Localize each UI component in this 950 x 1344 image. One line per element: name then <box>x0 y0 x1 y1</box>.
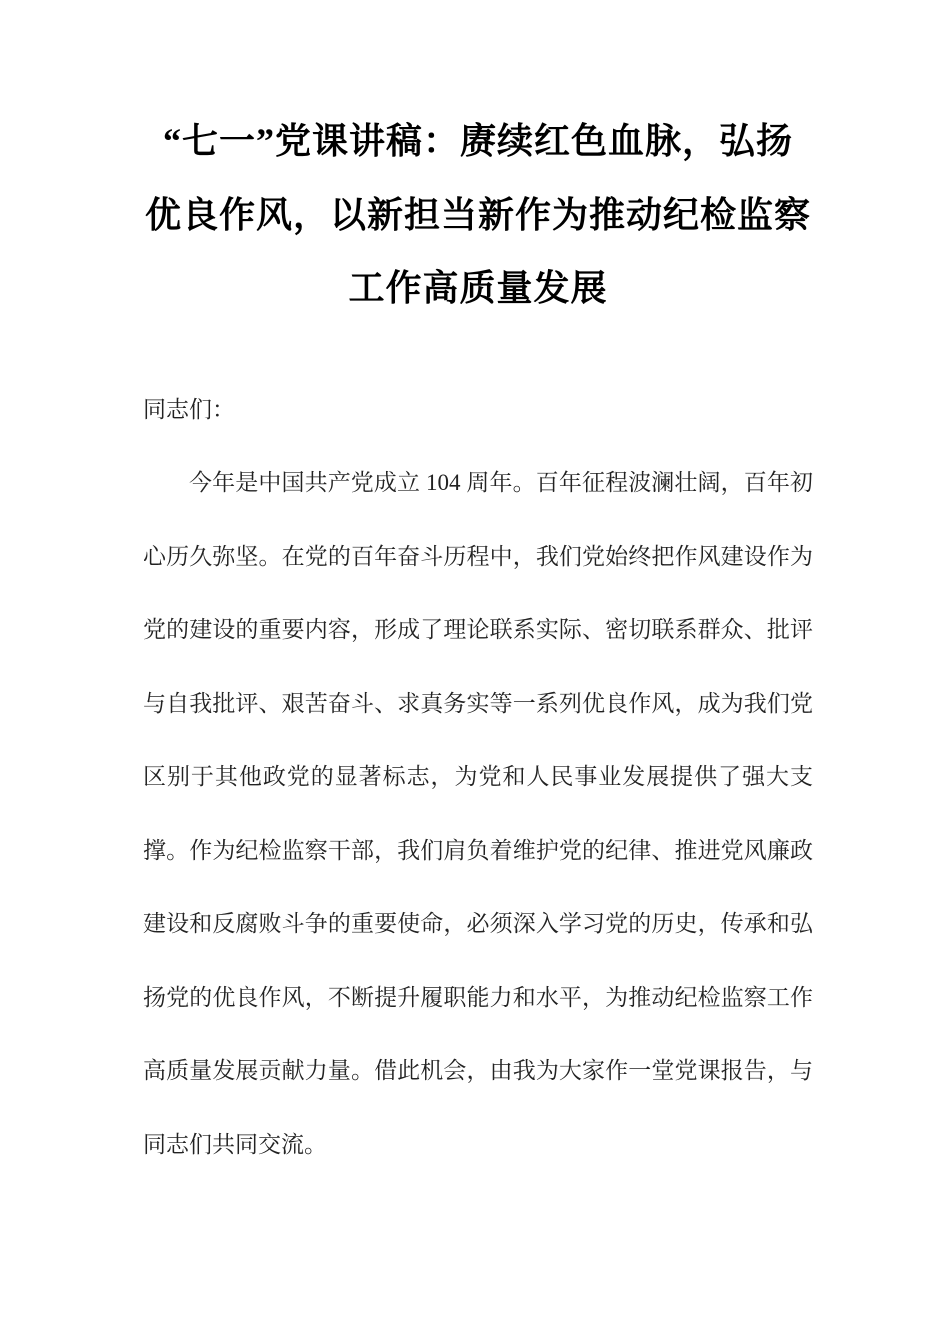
document-body <box>143 373 813 1182</box>
salutation: 同志们： <box>143 396 235 422</box>
body-paragraph: 今年是中国共产党成立 104 周年。百年征程波澜壮阔，百年初心历久弥坚。在党的百年奋斗历程中，我们党始终把作风建设作为党的建设的重要内容，形成了理论联系实际、密切联系群众、批评与自我批评、艰苦奋斗、求真务实等一系列优良作风，成为我们党区别于其他政党的显著标志，为党和人民事业发展提供了强大支撑。作为纪检监察干部，我们肩负着维护党的纪律、推进党风廉政建设和反腐败斗争的重要使命，必须深入学习党的历史，传承和弘扬党的优良作风，不断提升履职能力和水平，为推动纪检监察工作高质量发展贡献力量。借此机会，由我为大家作一堂党课报告，与同志们共同交流。 <box>143 470 813 1157</box>
title-line-1: “七一”党课讲稿：赓续红色血脉，弘扬 <box>162 121 793 161</box>
document-title <box>143 105 813 326</box>
title-line-2: 优良作风，以新担当新作为推动纪检监察 <box>144 194 811 235</box>
title-line-3: 工作高质量发展 <box>348 268 608 308</box>
